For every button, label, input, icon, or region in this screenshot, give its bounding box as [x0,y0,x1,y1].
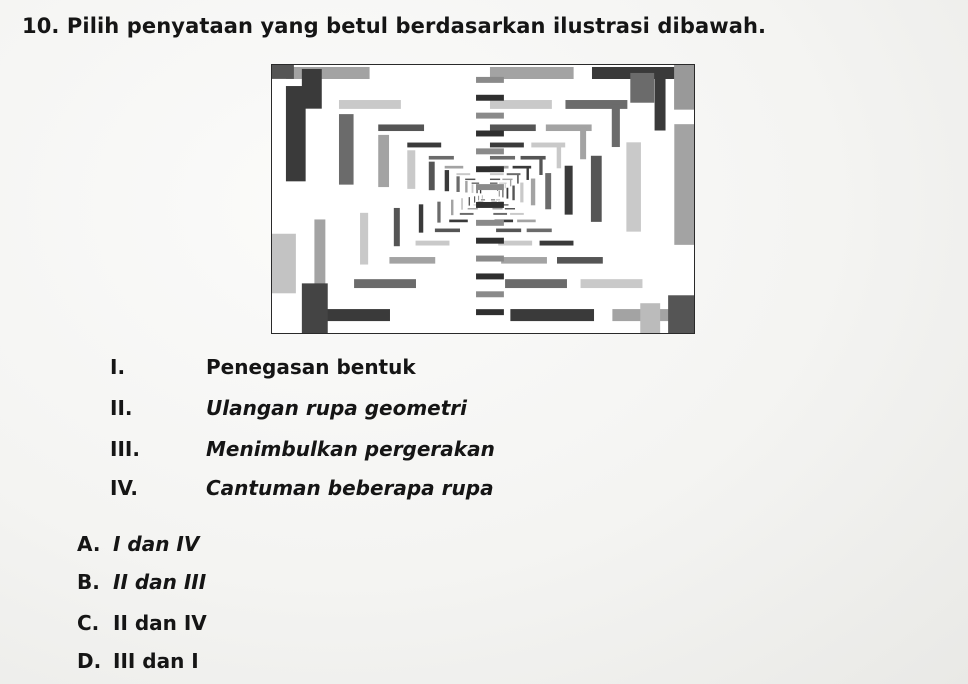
option-d-text: III dan I [113,649,199,673]
statement-2-number: II. [110,396,133,420]
statement-3-number: III. [110,437,140,461]
statement-1-number: I. [110,355,126,379]
statement-4-text: Cantuman beberapa rupa [206,476,494,500]
statement-3 [110,437,495,461]
question-text: 10. Pilih penyataan yang betul berdasarkan ilustrasi dibawah. [22,14,767,38]
option-b-text: II dan III [113,570,207,594]
option-c-letter: C. [77,611,100,635]
statement-4 [110,476,494,500]
statement-4-number: IV. [110,476,138,500]
option-a-letter: A. [77,532,101,556]
option-a-text: I dan IV [113,532,200,556]
statement-2-text: Ulangan rupa geometri [206,396,468,420]
statement-1 [110,355,416,379]
statement-3-text: Menimbulkan pergerakan [206,437,495,461]
statement-1-text: Penegasan bentuk [206,355,416,379]
option-d-letter: D. [77,649,102,673]
op-art-square-tunnel-icon [272,65,694,333]
op-art-illustration [271,64,695,334]
option-d[interactable] [77,649,199,673]
option-b[interactable] [77,570,206,594]
option-c[interactable] [77,611,207,635]
option-b-letter: B. [77,570,100,594]
option-c-text: II dan IV [113,611,207,635]
statement-2 [110,396,467,420]
option-a[interactable] [77,532,199,556]
